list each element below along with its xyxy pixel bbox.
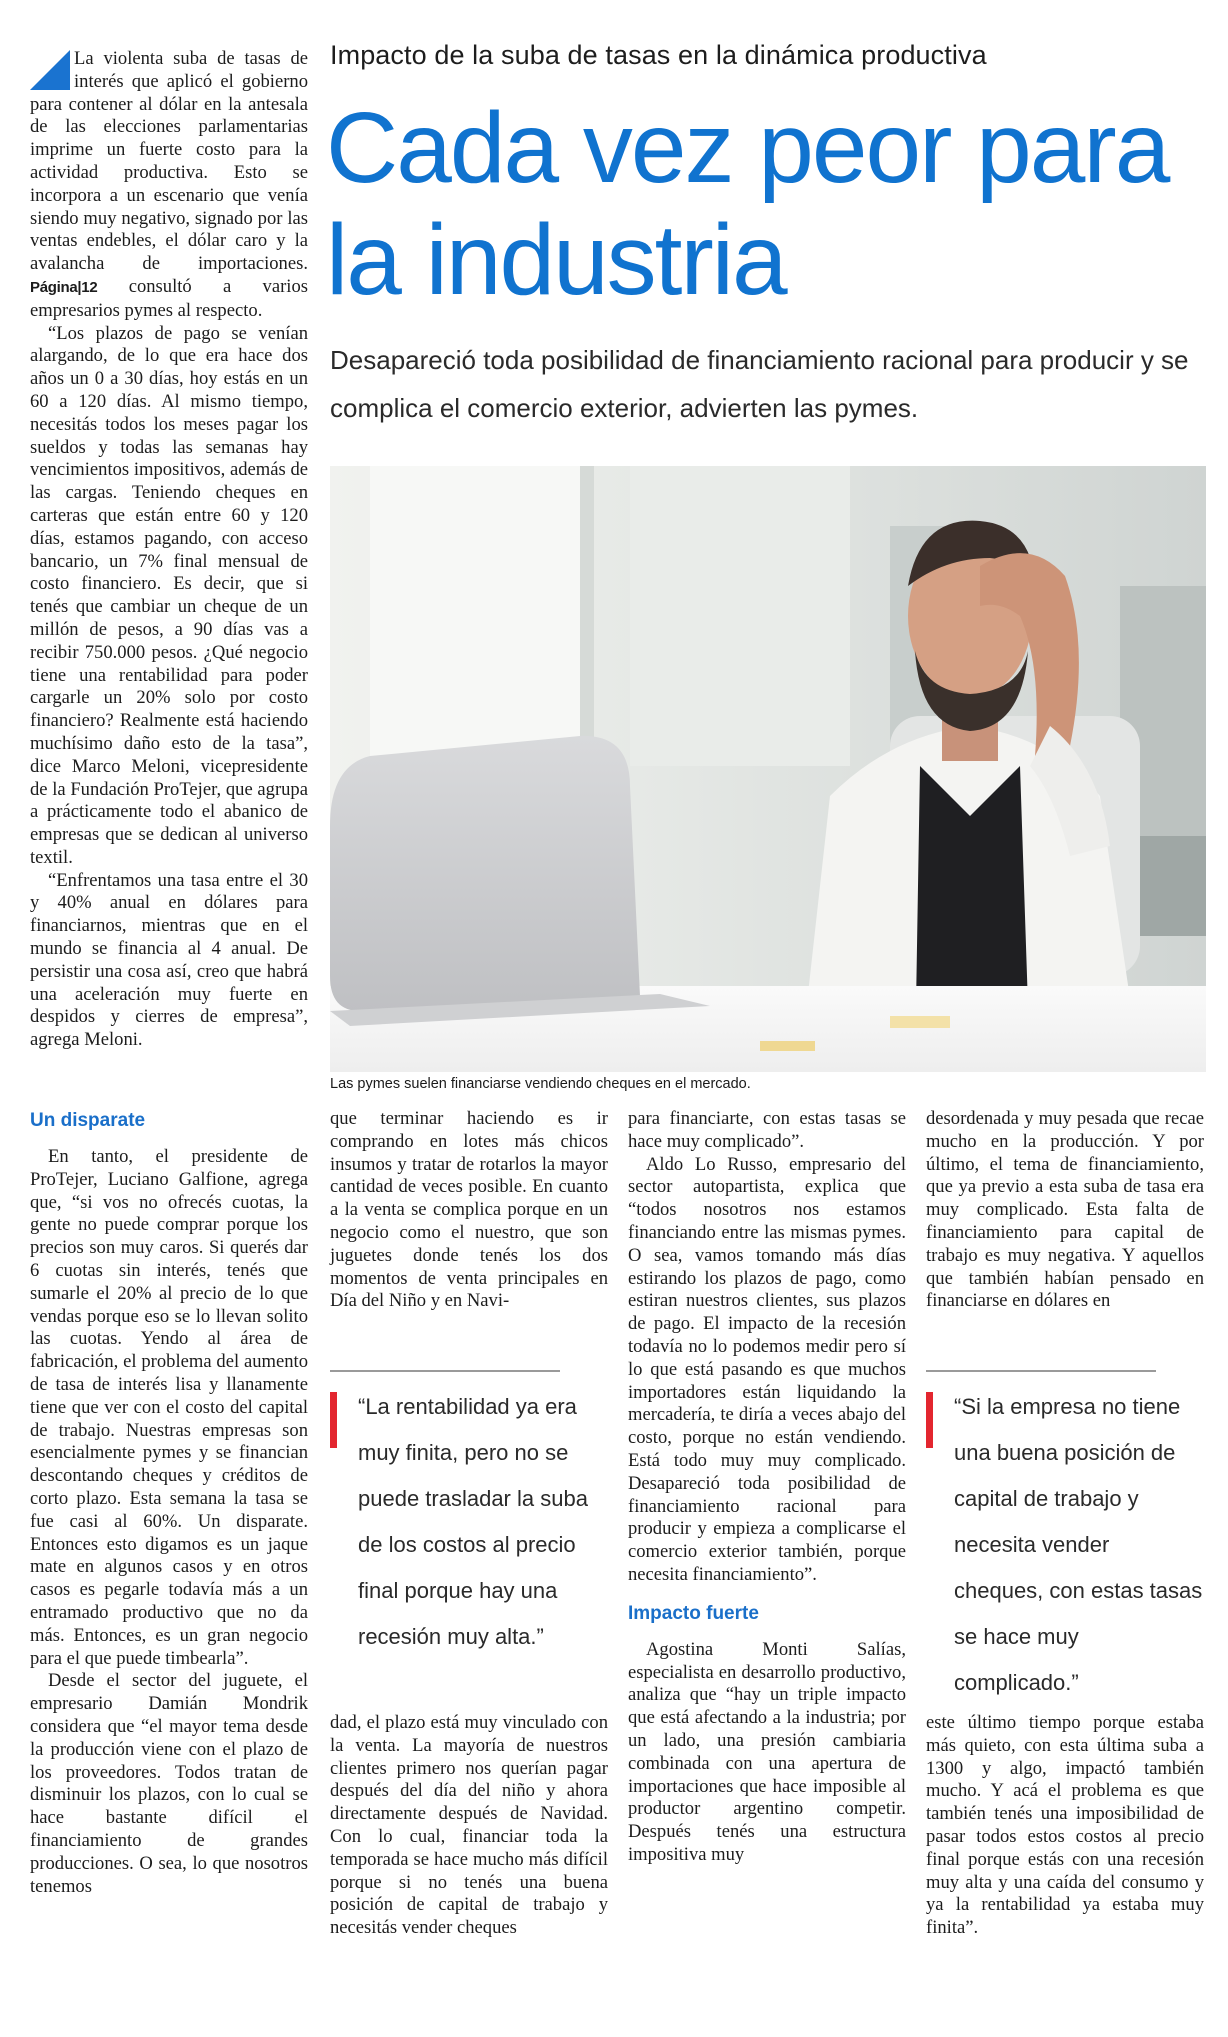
article-kicker: Impacto de la suba de tasas en la dinámica productiva [330,40,987,70]
article-headline: Cada vez peor para la industria [326,92,1169,316]
pullquote-text: “La rentabilidad ya era muy finita, pero no se puede trasladar la suba de los costos al precio final porque hay una recesión muy alta.” [358,1394,588,1649]
col-b-paragraph-top: que terminar haciendo es ir comprando en lotes más chicos insumos y tratar de rotarlos la mayor cantidad de veces posible. En cuanto a la venta se complica porque en un negocio como el nuestro, que son juguetes donde tenés los dos momentos de venta principales en Día del Niño y en Navi- [330,1108,608,1312]
lead-paragraph-2: “Los plazos de pago se venían alargando, de lo que era hace dos años un 0 a 30 días, hoy estás en un 60 a 120 días. Al mismo tiempo, necesitás todos los meses pagar los sueldos y todas las semanas hay vencimientos impositivos, además de las cargas. Teniendo cheques en carteras que están entre 60 y 120 días, estamos pagando, con acceso bancario, un 7% final mensual de costo financiero. Es decir, que si tenés que cambiar un cheque de un millón de pesos, a 90 días vas a recibir 750.000 pesos. ¿Qué negocio tiene una rentabilidad para poder cargarle un 20% solo por costo financiero? Realmente está haciendo muchísimo daño esto de la tasa”, dice Marco Meloni, vicepresidente de la Fundación ProTejer, que agrupa a prácticamente todo el abanico de empresas que se dedican al universo textil. [30,322,308,868]
column-c [628,1108,906,1867]
photo-caption: Las pymes suelen financiarse vendiendo cheques en el mercado. [330,1076,751,1092]
subtitle-un-disparate: Un disparate [30,1110,146,1131]
col-a-paragraph-2: Desde el sector del juguete, el empresario Damián Mondrik considera que “el mayor tema desde la producción viene con el plazo de los proveedores. Todos tratan de disminuir los plazos, con lo cual se hace bastante difícil el financiamiento de grandes producciones. O sea, lo que nosotros tenemos [30,1670,308,1897]
lead-triangle-marker [30,50,70,90]
col-d-paragraph-top: desordenada y muy pesada que recae mucho en la producción. Y por último, el tema de financiamiento, que ya previo a esta suba de tasa era muy complicado. Esta falta de financiamiento para capital de trabajo es muy negativa. Y aquellos que también habían pensado en financiarse en dólares en [926,1108,1204,1312]
column-a [30,1108,308,1898]
pullquote-rule [926,1370,1156,1372]
col-d-paragraph-bottom: este último tiempo porque estaba más quieto, con esta última suba a 1300 y algo, impactó también mucho. Y acá el problema es que también tenés una imposibilidad de pasar todos estos costos al precio final porque estás con una recesión muy alta y una caída del consumo y ya la rentabilidad ya estaba muy finita”. [926,1712,1204,1939]
col-a-paragraph-1: En tanto, el presidente de ProTejer, Luciano Galfione, agrega que, “si vos no ofrecés cuotas, la gente no puede comprar porque los precios son muy caros. Si querés dar 6 cuotas sin interés, tenés que sumarle el 20% al precio de lo que vendas porque eso se lo llevan solito las cuotas. Yendo al área de fabricación, el problema del aumento de tasa de interés lisa y llanamente tiene que ver con el costo del capital de trabajo. Nuestras empresas son esencialmente pymes y se financian descontando cheques y créditos de corto plazo. Esta semana la tasa se fue casi al 60%. Un disparate. Entonces esto digamos es un jaque mate en algunos casos y en otros casos es pegarle todavía más a un entramado productivo que no da más. Entonces, es un gran negocio para el que puede timbearla”. [30,1146,308,1669]
col-c-paragraph-3: Agostina Monti Salías, especialista en desarrollo productivo, analiza que “hay un triple impacto que está afectando a la industria; por un lado, una presión cambiaria combinada con una apertura de importaciones que hace imposible al productor argentino competir. Después tenés una estructura impositiva muy [628,1638,906,1865]
column-d-top [926,1108,1204,1313]
lead-paragraph-3: “Enfrentamos una tasa entre el 30 y 40% anual en dólares para financiarnos, mientras que en el mundo se financia al 4 anual. De persistir una cosa así, creo que habrá una aceleración muy fuerte en despidos y cierres de empresa”, agrega Meloni. [30,869,308,1051]
lead-column [30,48,308,1052]
photo-illustration [330,466,1206,1072]
pagina12-logo: Página|12 [30,278,98,296]
pullquote-rentabilidad [330,1370,608,1660]
lead-paragraph-1: La violenta suba de tasas de interés que aplicó el gobierno para contener al dólar en la antesala de las elecciones parlamentarias imprime un fuerte costo para la actividad productiva. Esto se incorpora a un escenario que venía siendo muy negativo, signado por las ventas endebles, el dólar caro y la avalancha de importaciones. Página|12 consultó a varios empresarios pymes al respecto. [30,48,308,321]
col-c-paragraph-2: Aldo Lo Russo, empresario del sector autopartista, explica que “todos nosotros nos estamos financiando entre las mismas pymes. O sea, vamos tomando más días estirando los plazos de pago, como estiran nuestros clientes, sus plazos de pago. El impacto de la recesión todavía no lo podemos medir pero sí lo que está pasando es que muchos importadores están liquidando la mercadería, te diría a veces abajo del costo, porque no están vendiendo. Está todo muy muy complicado. Desapareció toda posibilidad de financiamiento racional para producir y empieza a complicarse el comercio exterior también, porque necesita financiamiento”. [628,1153,906,1585]
subtitle-impacto-fuerte: Impacto fuerte [628,1602,759,1624]
column-b-top [330,1108,608,1313]
article-photo [330,466,1206,1072]
col-c-paragraph-1: para financiarte, con estas tasas se hace muy complicado”. [628,1108,906,1152]
col-b-paragraph-bottom: dad, el plazo está muy vinculado con la venta. La mayoría de nuestros clientes primero nos querían pagar después del día del niño y ahora directamente después de Navidad. Con lo cual, financiar toda la temporada se hace mucho más difícil porque si no tenés una buena posición de capital de trabajo y necesitás vender cheques [330,1712,608,1939]
pullquote-text: “Si la empresa no tiene una buena posición de capital de trabajo y necesita vender cheques, con estas tasas se hace muy complicado.” [954,1394,1203,1695]
article-subhead: Desapareció toda posibilidad de financiamiento racional para producir y se complica el comercio exterior, advierten las pymes. [330,345,1189,423]
pullquote-red-bar [926,1392,933,1448]
column-b-bottom [330,1712,608,1940]
pullquote-capital-trabajo [926,1370,1204,1706]
pullquote-rule [330,1370,560,1372]
pullquote-red-bar [330,1392,337,1448]
column-d-bottom [926,1712,1204,1940]
